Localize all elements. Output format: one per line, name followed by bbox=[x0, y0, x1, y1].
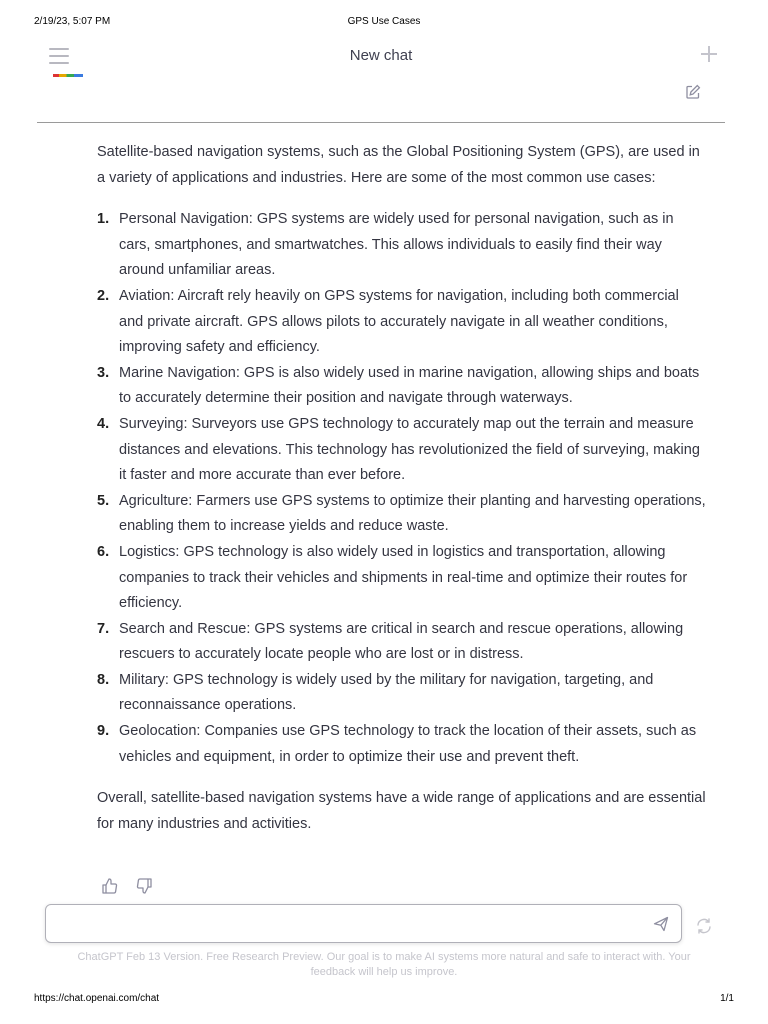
list-item-text: Aviation: Aircraft rely heavily on GPS systems for navigation, including both commercial and private aircraft. GPS allows pilots to accurately navigate in all weather conditions, improving safety and efficiency. bbox=[119, 287, 679, 356]
disclaimer-text: ChatGPT Feb 13 Version. Free Research Preview. Our goal is to make AI systems more natural and safe to interact with. Your feedback will help us improve. bbox=[77, 951, 691, 978]
message-outro: Overall, satellite-based navigation systems have a wide range of applications and are essential for many industries and activities. bbox=[97, 790, 706, 832]
regenerate-icon[interactable] bbox=[695, 917, 713, 935]
list-number: 6. bbox=[97, 543, 110, 560]
list-number: 5. bbox=[97, 492, 110, 509]
message-intro: Satellite-based navigation systems, such as the Global Positioning System (GPS), are used in a variety of applications and industries. Here are some of the most common use cases: bbox=[97, 144, 700, 186]
list-item bbox=[97, 284, 707, 361]
list-item-text: Military: GPS technology is widely used by the military for navigation, targeting, and reconnaissance operations. bbox=[119, 671, 654, 714]
send-icon[interactable] bbox=[653, 916, 669, 932]
list-item bbox=[97, 540, 707, 617]
thumbs-down-icon[interactable] bbox=[135, 877, 153, 895]
list-item bbox=[97, 489, 707, 540]
list-number: 4. bbox=[97, 415, 110, 432]
message-input[interactable] bbox=[58, 913, 638, 935]
print-header bbox=[0, 16, 768, 32]
top-bar bbox=[37, 40, 725, 123]
thumbs-up-icon[interactable] bbox=[101, 877, 119, 895]
list-item-text: Surveying: Surveyors use GPS technology to accurately map out the terrain and measure distances and elevations. This technology has revolutionized the field of surveying, making it faster and more accurate than ever before. bbox=[119, 415, 700, 484]
list-number: 1. bbox=[97, 211, 110, 228]
logo-strip bbox=[53, 74, 83, 77]
plus-icon[interactable] bbox=[701, 46, 717, 62]
list-item-text: Geolocation: Companies use GPS technology to track the location of their assets, such as vehicles and equipment, in order to optimize their use and prevent theft. bbox=[119, 723, 697, 765]
list-item bbox=[97, 617, 707, 668]
print-url: https://chat.openai.com/chat bbox=[34, 993, 160, 1004]
list-item bbox=[97, 412, 707, 489]
print-footer bbox=[0, 993, 768, 1009]
chat-title: New chat bbox=[349, 47, 413, 64]
use-case-list bbox=[97, 207, 707, 770]
list-number: 3. bbox=[97, 364, 110, 381]
list-number: 7. bbox=[97, 620, 110, 637]
list-item-text: Personal Navigation: GPS systems are widely used for personal navigation, such as in cars, smartphones, and smartwatches. This allows individuals to easily find their way around unfamiliar areas. bbox=[119, 211, 674, 279]
edit-icon[interactable] bbox=[685, 84, 701, 100]
list-item-text: Marine Navigation: GPS is also widely used in marine navigation, allowing ships and boats to accurately determine their position and navigate through waterways. bbox=[119, 364, 700, 407]
list-item bbox=[97, 207, 707, 284]
list-number: 8. bbox=[97, 671, 110, 688]
list-item-text: Agriculture: Farmers use GPS systems to optimize their planting and harvesting operations, enabling them to increase yields and reduce waste. bbox=[119, 492, 706, 535]
list-item bbox=[97, 668, 707, 719]
assistant-message bbox=[97, 140, 707, 837]
print-page-count: 1/1 bbox=[720, 993, 734, 1004]
list-item bbox=[97, 361, 707, 412]
list-number: 9. bbox=[97, 723, 110, 740]
print-date: 2/19/23, 5:07 PM bbox=[34, 16, 111, 27]
list-item-text: Search and Rescue: GPS systems are critical in search and rescue operations, allowing rescuers to accurately locate people who are lost or in distress. bbox=[119, 620, 684, 663]
list-item-text: Logistics: GPS technology is also widely used in logistics and transportation, allowing companies to track their vehicles and shipments in real-time and optimize their routes for efficiency. bbox=[119, 543, 688, 612]
print-title: GPS Use Cases bbox=[347, 16, 421, 27]
list-item bbox=[97, 719, 707, 770]
message-input-box bbox=[45, 904, 682, 943]
list-number: 2. bbox=[97, 287, 110, 304]
